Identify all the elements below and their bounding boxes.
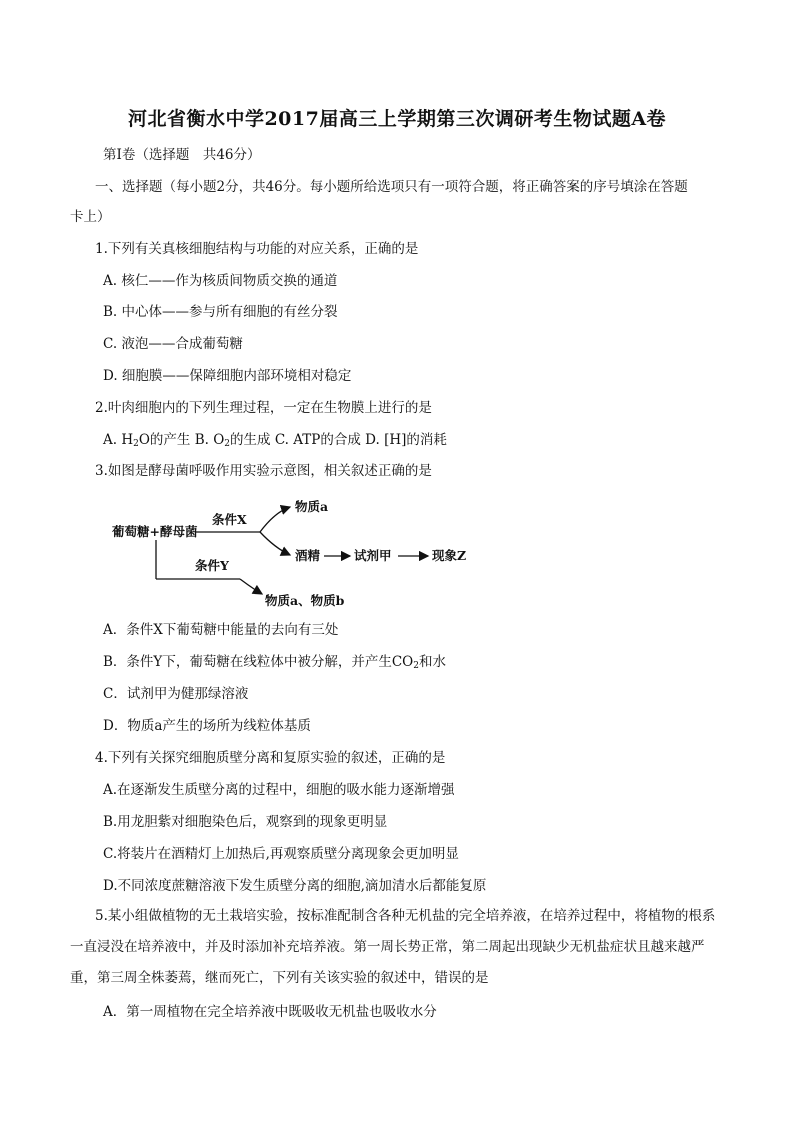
q4-option-c: C.将装片在酒精灯上加热后,再观察质壁分离现象会更加明显 bbox=[103, 846, 459, 862]
q3-option-b bbox=[103, 652, 446, 676]
q2-option-c: C. ATP的合成 bbox=[270, 432, 361, 448]
diagram-start-label: 葡萄糖+酵母菌 bbox=[112, 524, 198, 539]
q2-option-a-sub: 2 bbox=[133, 439, 139, 449]
diagram-product-ab: 物质a、物质b bbox=[265, 593, 345, 608]
q2-option-a-prefix: A. H bbox=[103, 432, 134, 448]
diagram-condition-y: 条件Y bbox=[195, 558, 229, 573]
diagram-alcohol: 酒精 bbox=[295, 548, 321, 563]
q3-option-c: C．试剂甲为健那绿溶液 bbox=[103, 686, 249, 702]
q3-option-b-sub: 2 bbox=[413, 661, 419, 671]
q1-option-b: B. 中心体——参与所有细胞的有丝分裂 bbox=[103, 304, 338, 320]
q4-stem: 4.下列有关探究细胞质壁分离和复原实验的叙述，正确的是 bbox=[95, 750, 446, 766]
q1-option-d: D. 细胞膜——保障细胞内部环境相对稳定 bbox=[103, 368, 352, 384]
q3-option-b-prefix: B．条件Y下，葡萄糖在线粒体中被分解，并产生CO bbox=[103, 654, 414, 670]
q5-stem: 5.某小组做植物的无土栽培实验，按标准配制含各种无机盐的完全培养液，在培养过程中，将植物的根系一直浸没在培养液中，并及时添加补充培养液。第一周长势正常，第二周起出现缺少无机盐症状且越来越严重，第三周全株萎蔫，继而死亡，下列有关该实验的叙述中，错误的是 bbox=[70, 908, 716, 986]
q4-option-a: A.在逐渐发生质壁分离的过程中，细胞的吸水能力逐渐增强 bbox=[103, 782, 455, 798]
instructions-line-1: 一、选择题（每小题2分，共46分。每小题所给选项只有一项符合题，将正确答案的序号填涂在答题 bbox=[95, 179, 688, 195]
diagram-arrow-to-a bbox=[260, 507, 290, 532]
q4-option-d: D.不同浓度蔗糖溶液下发生质壁分离的细胞,滴加清水后都能复原 bbox=[103, 878, 487, 894]
q1-stem: 1.下列有关真核细胞结构与功能的对应关系，正确的是 bbox=[95, 241, 419, 257]
page-title: 河北省衡水中学2017届高三上学期第三次调研考生物试题A卷 bbox=[127, 108, 667, 130]
yeast-respiration-diagram bbox=[100, 492, 500, 617]
diagram-arrow-to-ab bbox=[240, 579, 262, 594]
section-heading: 第Ⅰ卷（选择题 共46分） bbox=[103, 147, 261, 163]
q3-stem: 3.如图是酵母菌呼吸作用实验示意图，相关叙述正确的是 bbox=[95, 463, 432, 479]
q1-option-a: A. 核仁——作为核质间物质交换的通道 bbox=[103, 273, 338, 289]
diagram-reagent: 试剂甲 bbox=[354, 548, 392, 563]
q3-option-a: A．条件X下葡萄糖中能量的去向有三处 bbox=[103, 622, 339, 638]
q2-option-a-suffix: O的产生 bbox=[138, 432, 191, 448]
instructions-line-2: 卡上） bbox=[70, 209, 111, 225]
q4-option-b: B.用龙胆紫对细胞染色后，观察到的现象更明显 bbox=[103, 814, 388, 830]
diagram-condition-x: 条件X bbox=[212, 512, 247, 527]
q2-option-b-suffix: 的生成 bbox=[230, 432, 271, 448]
q1-option-c: C. 液泡——合成葡萄糖 bbox=[103, 336, 243, 352]
q2-stem: 2.叶肉细胞内的下列生理过程，一定在生物膜上进行的是 bbox=[95, 400, 432, 416]
diagram-product-a: 物质a bbox=[295, 499, 329, 514]
diagram-arrow-to-alcohol bbox=[260, 532, 290, 555]
q3-option-b-suffix: 和水 bbox=[418, 654, 446, 670]
q2-option-b-sub: 2 bbox=[224, 439, 231, 449]
q2-options bbox=[103, 430, 447, 454]
diagram-phenomenon: 现象Z bbox=[432, 548, 467, 563]
q2-option-d: D. [H]的消耗 bbox=[360, 432, 447, 448]
q3-option-d: D．物质a产生的场所为线粒体基质 bbox=[103, 718, 311, 734]
q5-option-a: A．第一周植物在完全培养液中既吸收无机盐也吸收水分 bbox=[103, 1004, 437, 1020]
q2-option-b-prefix: B. O bbox=[190, 432, 225, 448]
